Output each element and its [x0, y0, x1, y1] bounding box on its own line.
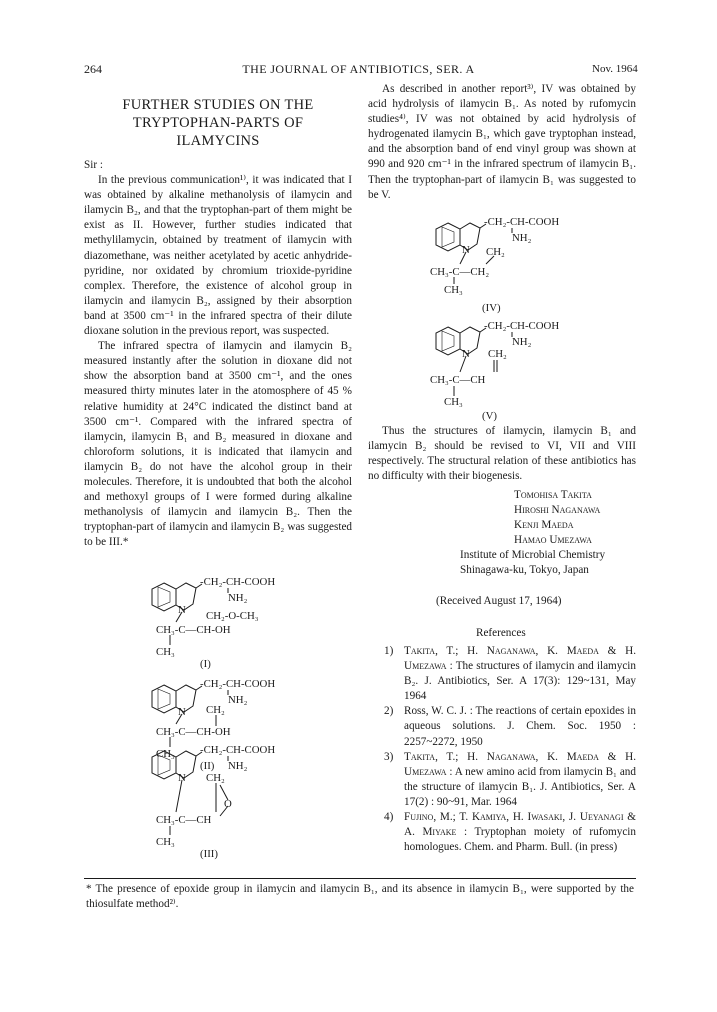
center-chain: CH₃-C—CH: [430, 374, 486, 386]
references-list: [384, 644, 636, 855]
reference-authors: Fujino, M.; T. Kamiya, H. Iwasaki, J. Ueyanagi & A. Miyake: [404, 811, 636, 839]
substituent: CH₂-O-CH₃: [206, 610, 259, 622]
center-chain: CH₃-C—CH: [156, 814, 212, 826]
page-number: 264: [84, 62, 102, 76]
amino-group: NH₂: [512, 336, 532, 348]
structure-V: [424, 316, 624, 426]
author-name: Hamao Umezawa: [514, 534, 592, 546]
reference-text: : Tryptophan moiety of rufomycin homologues. Chem. and Pharm. Bull. (in press): [404, 826, 636, 854]
footnote: * The presence of epoxide group in ilamycin and ilamycin B₁, and its absence in ilamycin B₁, were supported by the thiosulfate method²⁾.: [86, 883, 634, 911]
structure-I: [140, 572, 340, 672]
journal-title: THE JOURNAL OF ANTIBIOTICS, SER. A: [242, 62, 475, 76]
side-chain: -CH₂-CH-COOH: [200, 576, 276, 588]
center-chain: CH₃-C—CH-OH: [156, 726, 231, 738]
paragraph-4: Thus the structures of ilamycin, ilamycin B₁ and ilamycin B₂ should be revised to VI, VII and VIII respectively. The structural relation of these antibiotics has no difficulty with their biogenesis.: [368, 425, 636, 483]
center-chain: CH₃-C—CH₂: [430, 266, 490, 278]
bottom-methyl: CH₃: [444, 284, 463, 296]
ring-nitrogen: N: [178, 604, 186, 616]
structure-III: [140, 740, 340, 864]
ring-nitrogen: N: [462, 348, 470, 360]
received-date: (Received August 17, 1964): [436, 595, 562, 607]
author-name: Kenji Maeda: [514, 519, 574, 531]
amino-group: NH₂: [228, 592, 248, 604]
right-column-top: [368, 82, 636, 203]
bottom-methyl: CH₃: [156, 748, 175, 760]
author-name: Tomohisa Takita: [514, 489, 592, 501]
amino-group: NH₂: [228, 694, 248, 706]
substituent: CH₂: [206, 704, 225, 716]
author-name: Hiroshi Naganawa: [514, 504, 601, 516]
address: Shinagawa-ku, Tokyo, Japan: [460, 564, 589, 576]
paragraph-2: The infrared spectra of ilamycin and ilamycin B₂ measured instantly after the solution in dioxane did not show the absorption band at 3500 cm⁻¹, and the ones measured thirty minutes later in the atomosphere of 45 % relative humidity at 24°C indicated the distinct band at 3500 cm⁻¹. Compared with the infrared spectra of ilamycin, ilamycin B₁ and B₂ measured in dioxane and chloroform solutions, it is indicated that ilamycin and ilamycin B₂ do not have the alcohol group in their molecules. Therefore, it is undoubted that both the alcohol and methoxyl groups of I were formed during alkaline methanolysis of ilamycin and ilamycin B₂. Then the tryptophan-part of ilamycin and ilamycin B₂ was suggested to be III.*: [84, 340, 352, 549]
author-list: [514, 488, 600, 548]
footnote-rule: [84, 878, 636, 879]
article-title: FURTHER STUDIES ON THE TRYPTOPHAN-PARTS OF ILAMYCINS: [122, 97, 314, 149]
reference-item: [384, 810, 636, 855]
substituent: CH₂: [206, 772, 225, 784]
salutation: Sir :: [84, 159, 103, 171]
affiliation: [460, 548, 605, 578]
bottom-methyl: CH₃: [444, 396, 463, 408]
reference-number: 1): [384, 645, 394, 657]
ring-nitrogen: N: [178, 772, 186, 784]
issue-date: Nov. 1964: [592, 63, 638, 75]
center-chain: CH₃-C—CH-OH: [156, 624, 231, 636]
reference-text: : A new amino acid from ilamycin B₁ and the structure of ilamycin B₁. J. Antibiotics, Ser. A 17(2) : 90~91, Mar. 1964: [404, 765, 636, 808]
epoxide-oxygen: O: [224, 798, 232, 810]
paragraph-1: In the previous communication¹⁾, it was indicated that I was obtained by alkaline methanolysis of ilamycin and ilamycin B₂, and that the tryptophan-part of them might be exist as II. However, further studies indicated that methylilamycin, obtained by treatment of ilamycin with diazomethane, was neither acetylated by acetic anhydride-pyridine, nor oxidated by chromium trioxide-pyridine complex. Therefore, the existence of alcohol group in ilamycin and ilamycin B₂, assigned by their absorption band at 3500 cm⁻¹ in the infrared spectra of their dilute dioxane solution in the previous report, was suspected.: [84, 174, 352, 338]
reference-authors: Ross, W. C. J.: [404, 705, 467, 718]
side-chain: -CH₂-CH-COOH: [200, 678, 276, 690]
side-chain: -CH₂-CH-COOH: [200, 744, 276, 756]
paragraph-3: As described in another report³⁾, IV was obtained by acid hydrolysis of ilamycin B₁. As noted by rufomycin studies⁴⁾, IV was not obtained by acid hydrolysis of hydrogenated ilamycin B₁, which gave tryptophan instead, and the absorption band of end vinyl group was shown at 990 and 920 cm⁻¹ in the infrared spectrum of ilamycin B₁. Then the tryptophan-part of ilamycin B₁ was suggested to be V.: [368, 83, 636, 201]
amino-group: NH₂: [512, 232, 532, 244]
side-chain: -CH₂-CH-COOH: [484, 216, 560, 228]
reference-authors: Takita, T.; H. Naganawa, K. Maeda & H. Umezawa: [404, 750, 636, 778]
reference-number: 4): [384, 811, 394, 824]
reference-text: : The reactions of certain epoxides in aqueous solutions. J. Chem. Soc. 1950 : 2257~2272, 1950: [404, 705, 636, 748]
substituent: CH₂: [488, 348, 507, 360]
right-column-conclusion: [368, 424, 636, 484]
compound-label: (V): [482, 410, 497, 422]
compound-label: (IV): [482, 302, 501, 314]
amino-group: NH₂: [228, 760, 248, 772]
bottom-methyl: CH₃: [156, 836, 175, 848]
indole-ring-drawing: [424, 316, 624, 426]
compound-label: (I): [200, 658, 211, 670]
reference-authors: Takita, T.; H. Naganawa, K. Maeda & H. Umezawa: [404, 645, 636, 673]
compound-label: (II): [200, 760, 215, 772]
references-heading: References: [476, 627, 526, 639]
reference-item: [384, 750, 636, 810]
reference-item: [384, 644, 636, 704]
reference-number: 2): [384, 705, 394, 718]
compound-label: (III): [200, 848, 218, 860]
substituent: CH₂: [486, 246, 505, 258]
reference-text: : The structures of ilamycin and ilamycin B₂. J. Antibiotics, Ser. A 17(3): 129~131, May 1964: [404, 660, 636, 703]
reference-item: [384, 704, 636, 749]
ring-nitrogen: N: [462, 244, 470, 256]
left-column: [84, 92, 352, 550]
ring-nitrogen: N: [178, 706, 186, 718]
reference-number: 3): [384, 750, 394, 763]
side-chain: -CH₂-CH-COOH: [484, 320, 560, 332]
institute: Institute of Microbial Chemistry: [460, 549, 606, 561]
structure-IV: [424, 212, 624, 322]
bottom-methyl: CH₃: [156, 646, 175, 658]
